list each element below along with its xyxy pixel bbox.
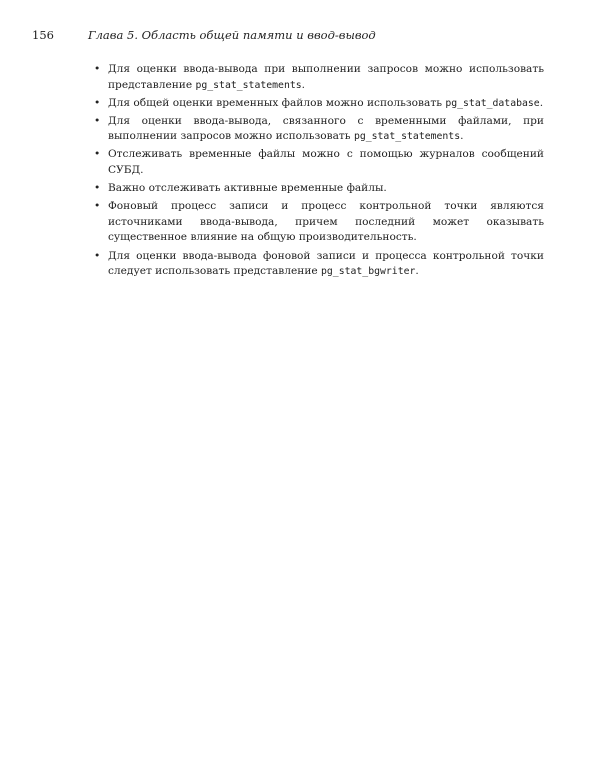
bullet-item	[94, 147, 544, 178]
bullet-text: .	[460, 130, 464, 143]
code-term: pg_stat_statements	[195, 79, 302, 91]
bullet-item	[94, 181, 544, 197]
chapter-title: Глава 5. Область общей памяти и ввод-вывод	[88, 28, 376, 42]
bullet-text: Отслеживать временные файлы можно с помощью журналов сообщений СУБД.	[108, 148, 544, 177]
bullet-item	[94, 62, 544, 93]
bullet-item	[94, 199, 544, 246]
bullet-text: .	[539, 96, 544, 109]
summary-bullet-list	[94, 62, 544, 282]
page-header	[32, 28, 568, 46]
bullet-text: Фоновый процесс записи и процесс контрольной точки являются источниками ввода-вывода, причем последний может оказывать существенное влияние на общую производительность.	[108, 200, 544, 244]
code-term: pg_stat_bgwriter	[321, 266, 416, 278]
bullet-text: Для оценки ввода-вывода при выполнении запросов можно использовать представление	[108, 63, 544, 91]
bullet-item	[94, 96, 544, 112]
bullet-text: Важно отслеживать активные временные файлы.	[108, 182, 387, 195]
code-term: pg_stat_database	[445, 97, 540, 109]
bullet-text: Для оценки ввода-вывода фоновой записи и процесса контрольной точки следует использовать представление	[108, 249, 544, 278]
page-number: 156	[32, 28, 54, 42]
code-term: pg_stat_statements	[353, 131, 461, 143]
bullet-text: .	[415, 265, 419, 278]
bullet-text: .	[301, 78, 306, 91]
bullet-text: Для общей оценки временных файлов можно использовать	[108, 96, 446, 109]
bullet-text: Для оценки ввода-вывода, связанного с временными файлами, при выполнении запросов можно использовать	[108, 114, 544, 143]
bullet-item	[94, 114, 544, 145]
bullet-item	[94, 249, 544, 280]
